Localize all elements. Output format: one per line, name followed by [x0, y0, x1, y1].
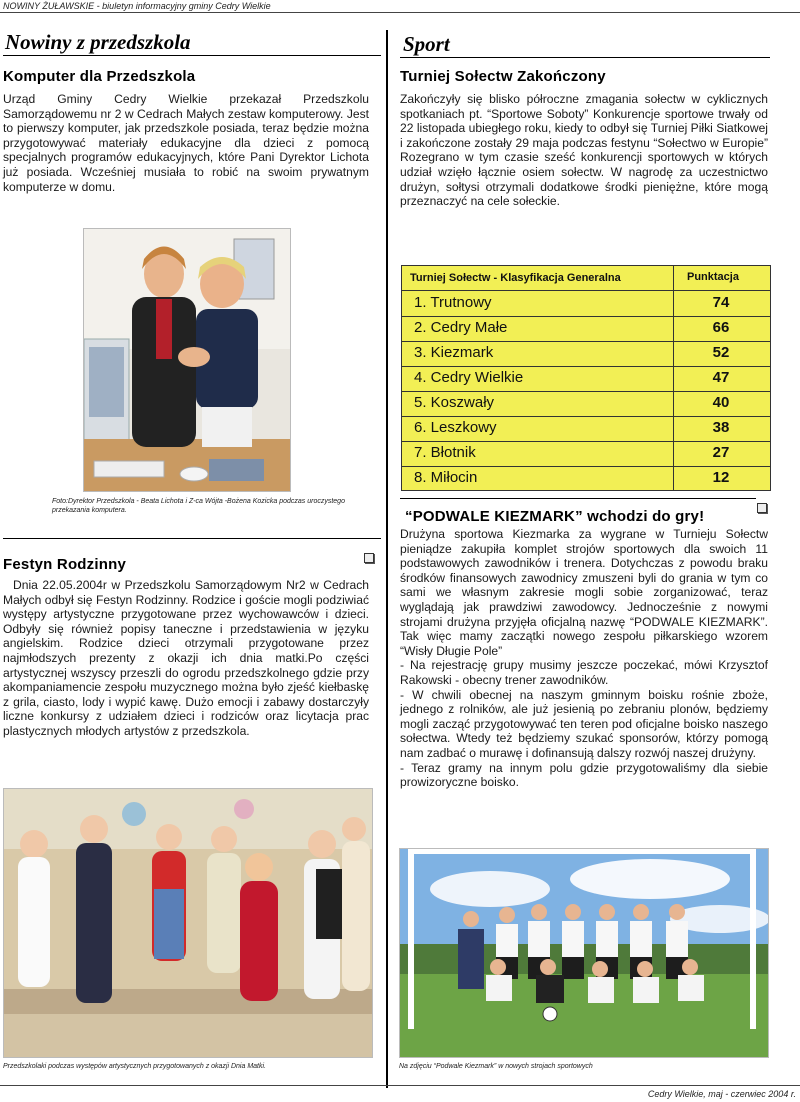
- row-points: 12: [712, 469, 730, 486]
- article-title-festyn: Festyn Rodzinny: [3, 556, 127, 573]
- row-name: 7. Błotnik: [414, 444, 476, 461]
- caption-team-photo: Na zdjęciu “Podwale Kiezmark” w nowych strojach sportowych: [399, 1063, 593, 1070]
- caption-computer-photo: Foto:Dyrektor Przedszkola - Beata Lichota i Z-ca Wójta -Bożena Kozicka podczas uroczystego przekazania komputera.: [52, 498, 345, 514]
- row-points: 74: [712, 294, 730, 311]
- table-row: [402, 316, 770, 342]
- article-body-tournament: [400, 92, 768, 209]
- photo-computer-handover: [83, 228, 291, 492]
- row-points: 40: [712, 394, 730, 411]
- results-table: [401, 265, 771, 491]
- left-section-rule: [3, 55, 381, 56]
- right-section-title: Sport: [403, 32, 450, 56]
- row-points: 38: [712, 419, 730, 436]
- results-header-points: Punktacja: [687, 271, 739, 283]
- article-paragraph: - W chwili obecnej na naszym gminnym boisku rośnie zboże, jednego z rolników, ale już jesienią po zebraniu plonów, będziemy mogli zacząć przygotowywać ten teren pod oficjalne boisko naszego sołectwa. Wtedy też będziemy szukać sponsorów, którzy pomogą nam zadbać o murawę i dofinansują dalszy rozwój naszej drużyny.: [400, 687, 768, 760]
- results-table-header: [402, 266, 770, 291]
- photo-children-performance: [3, 788, 373, 1058]
- right-section-rule: [400, 57, 770, 58]
- row-name: 8. Miłocin: [414, 469, 478, 486]
- results-header-name: Turniej Sołectw - Klasyfikacja Generalna: [410, 272, 621, 284]
- table-row: [402, 291, 770, 317]
- row-name: 5. Koszwały: [414, 394, 495, 411]
- article-body-podwale: [400, 527, 768, 790]
- article-title-computer: Komputer dla Przedszkola: [3, 68, 196, 85]
- table-row: [402, 391, 770, 417]
- masthead-text: NOWINY ŻUŁAWSKIE - biuletyn informacyjny gminy Cedry Wielkie: [3, 1, 271, 11]
- article-paragraph: - Teraz gramy na innym polu gdzie przygotowaliśmy dla siebie prowizoryczne boisko.: [400, 760, 768, 790]
- row-name: 2. Cedry Małe: [414, 319, 508, 336]
- frame-handle-icon: [757, 503, 767, 513]
- row-name: 1. Trutnowy: [414, 294, 492, 311]
- table-row: [402, 416, 770, 442]
- column-divider: [386, 30, 388, 1088]
- article-title-podwale: “PODWALE KIEZMARK” wchodzi do gry!: [405, 508, 705, 525]
- table-row: [402, 466, 770, 491]
- row-name: 4. Cedry Wielkie: [414, 369, 524, 386]
- article-paragraph: Zakończyły się blisko półroczne zmagania sołectw w cyklicznych spotkaniach pt. “Sportowe Soboty” Konkurencje sportowe trwały od 22 listopada ubiegłego roku, kiedy to odbył się Turniej Piłki Siatkowej i zakończone zostały 29 maja podczas festynu “Sołectwo w Europie” Rozegrano w tym czasie sześć konkurencji sportowych w których udział wzięło łącznie osiem sołectw. W nagrodę za uczestnictwo drużyn, sołtysi otrzymali dodatkowe środki pieniężne, które mogą przeznaczyć na cele sołeckie.: [400, 92, 768, 209]
- article-paragraph: Urząd Gminy Cedry Wielkie przekazał Przedszkolu Samorządowemu nr 2 w Cedrach Małych zestaw komputerowy. Jest to pierwszy komputer, jak przedszkole posiada, teraz będzie można przygotowywać materiały edukacyjne dla dzieci z pomocą specjalnych programów edukacyjnych, które Pani Dyrektor Lichota już posiada. Wcześniej musiała to robić na swoim prywatnym komputerze w domu.: [3, 92, 369, 194]
- article-paragraph: Dnia 22.05.2004r w Przedszkolu Samorządowym Nr2 w Cedrach Małych odbył się Festyn Rodzinny. Rodzice i goście mogli podziwiać występy artystyczne przygotowane przez wychowawców i dzieci. Odbyły się również popisy taneczne i przedstawienia w języku angielskim. Rodzice dzieci otrzymali przygotowane przez najmłodszych prezenty z okazji ich dnia matki.Po części artystycznej wszyscy przeszli do ogrodu przedszkolnego gdzie przy akompaniamencie zespołu muzycznego można było zjeść kiełbaskę z grila, ciasto, lody i wypić kawę. Dużo emocji i zabawy dostarczyły liczne konkursy z udziałem dzieci i rodziców oraz licytacja prac plastycznych młodych artystów z przedszkola.: [3, 578, 369, 738]
- article-paragraph: - Na rejestrację grupy musimy jeszcze poczekać, mówi Krzysztof Rakowski - obecny trener zawodników.: [400, 658, 768, 687]
- footer-text: Cedry Wielkie, maj - czerwiec 2004 r.: [647, 1089, 796, 1099]
- article-paragraph: Drużyna sportowa Kiezmarka za wygrane w Turnieju Sołectw pieniądze zakupiła komplet strojów sportowych dla swoich 11 podstawowych zawodników i trenera. Dotychczas z powodu braku środków finansowych zawodnicy zmuszeni byli do grania w tym co sami we własnym zakresie mogli sobie zorganizować, teraz wyglądają jak prawdziwi zawodowcy. Jednocześnie z nowymi strojami drużyna przyjęła oficjalną nazwę “PODWALE KIEZMARK”. Tak więc mamy zaczątki nowego zespołu piłkarskiego wzorem “Wisły Długie Pole”: [400, 527, 768, 658]
- left-section-title: Nowiny z przedszkola: [5, 30, 191, 54]
- caption-children-photo: Przedszkolaki podczas występów artystycznych przygotowanych z okazji Dnia Matki.: [3, 1063, 266, 1070]
- row-name: 6. Leszkowy: [414, 419, 497, 436]
- row-name: 3. Kiezmark: [414, 344, 494, 361]
- article-body-festyn: [3, 578, 369, 739]
- row-points: 66: [712, 319, 730, 336]
- right-article-separator: [400, 498, 756, 499]
- row-points: 27: [712, 444, 730, 461]
- frame-handle-icon: [364, 553, 374, 563]
- article-title-tournament: Turniej Sołectw Zakończony: [400, 68, 606, 85]
- left-article-separator: [3, 538, 381, 539]
- table-column-separator: [673, 266, 674, 290]
- footer-rule: [0, 1085, 800, 1086]
- masthead-rule: [0, 12, 800, 13]
- photo-football-team: [399, 848, 769, 1058]
- table-row: [402, 341, 770, 367]
- table-row: [402, 441, 770, 467]
- row-points: 52: [712, 344, 730, 361]
- table-row: [402, 366, 770, 392]
- row-points: 47: [712, 369, 730, 386]
- article-body-computer: [3, 92, 369, 194]
